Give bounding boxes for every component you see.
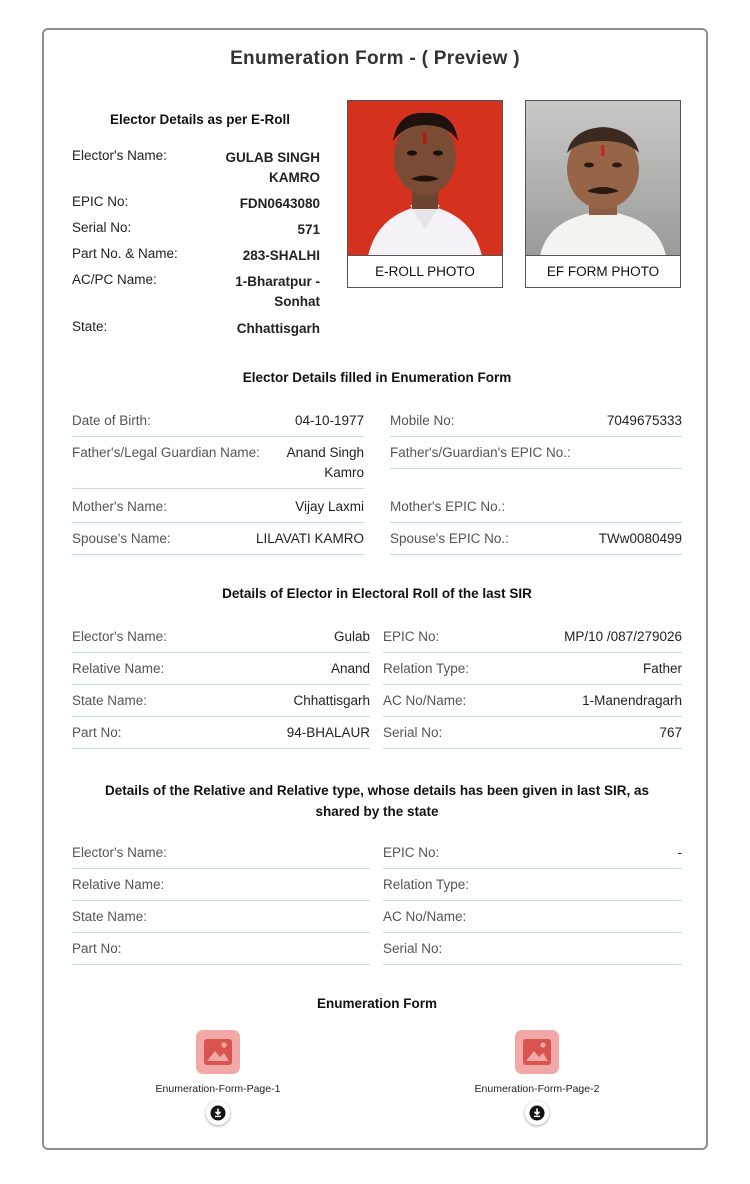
value: 767 [659,725,682,740]
label: EPIC No: [72,194,129,209]
relative-heading: Details of the Relative and Relative type, whose details has been given in last SIR, as shared by the state [105,783,649,819]
spouse-name-row [72,529,364,555]
label: Mother's EPIC No.: [390,499,506,514]
rel-ac-no-row [383,907,682,933]
label: AC No/Name: [383,909,467,924]
eroll-photo [347,100,503,288]
dob-row [72,411,364,437]
image-file-icon[interactable] [196,1030,240,1074]
label: Spouse's EPIC No.: [390,531,509,546]
label: State: [72,319,108,334]
attachment-name: Enumeration-Form-Page-2 [474,1083,600,1095]
label: Relative Name: [72,661,165,676]
ef-form-photo [525,100,681,288]
eroll-state-row [72,319,320,339]
label: Serial No: [72,220,132,235]
eroll-photo-caption: E-ROLL PHOTO [348,255,502,287]
enumeration-form-card [42,28,708,1150]
eroll-acpc-row [72,272,320,312]
label: Part No: [72,941,122,956]
label: AC No/Name: [383,693,467,708]
label: Part No: [72,725,122,740]
rel-elector-name-row [72,843,370,869]
download-icon [525,1101,549,1125]
label: Father's/Guardian's EPIC No.: [390,445,571,460]
value: 283-SHALHI [242,248,320,263]
value: 1-Bharatpur - Sonhat [235,274,320,309]
value: Anand Singh Kamro [286,445,364,480]
label: State Name: [72,909,148,924]
sir-relation-type-row [383,659,682,685]
download-button[interactable] [206,1101,230,1125]
value: Chhattisgarh [293,693,370,708]
label: Serial No: [383,725,443,740]
rel-relation-type-row [383,875,682,901]
download-button[interactable] [525,1101,549,1125]
value: Father [642,661,682,676]
value: MP/10 /087/279026 [564,629,682,644]
value: Anand [330,661,370,676]
value: FDN0643080 [239,196,320,211]
label: Part No. & Name: [72,246,178,261]
value: TWw0080499 [598,531,682,546]
ef-form-photo-image [526,101,680,256]
eroll-part-row [72,246,320,266]
label: Spouse's Name: [72,531,171,546]
eroll-photo-image [348,101,502,256]
spouse-epic-row [390,529,682,555]
value: Vijay Laxmi [295,499,364,514]
label: Date of Birth: [72,413,151,428]
image-file-icon[interactable] [515,1030,559,1074]
label: EPIC No: [383,629,440,644]
label: Elector's Name: [72,629,167,644]
label: Mother's Name: [72,499,167,514]
father-name-row [72,443,364,489]
mother-name-row [72,497,364,523]
rel-serial-no-row [383,939,682,965]
sir-elector-name-row [72,627,370,653]
value: 571 [297,222,320,237]
sir-ac-no-row [383,691,682,717]
value: Chhattisgarh [236,321,320,336]
value: 04-10-1977 [294,413,364,428]
value: Gulab [333,629,370,644]
page-title: Enumeration Form - ( Preview ) [230,48,520,69]
rel-state-name-row [72,907,370,933]
label: State Name: [72,693,148,708]
value: - [677,845,682,860]
label: AC/PC Name: [72,272,157,287]
label: Elector's Name: [72,148,167,163]
label: Serial No: [383,941,443,956]
attachment-name: Enumeration-Form-Page-1 [155,1083,281,1095]
sir-serial-no-row [383,723,682,749]
father-epic-row [390,443,682,469]
rel-part-no-row [72,939,370,965]
label: Father's/Legal Guardian Name: [72,445,260,460]
eroll-elector-name-row [72,148,320,188]
value: GULAB SINGH KAMRO [225,150,320,185]
attachment-page-1[interactable] [128,1030,308,1125]
label: Relation Type: [383,877,470,892]
last-sir-heading: Details of Elector in Electoral Roll of the last SIR [222,586,532,601]
attachments-heading: Enumeration Form [316,996,437,1011]
value: LILAVATI KAMRO [255,531,364,546]
eroll-serial-row [72,220,320,240]
label: Elector's Name: [72,845,167,860]
label: Relation Type: [383,661,470,676]
label: EPIC No: [383,845,440,860]
rel-relative-name-row [72,875,370,901]
label: Mobile No: [390,413,455,428]
download-icon [206,1101,230,1125]
eroll-epic-row [72,194,320,214]
label: Relative Name: [72,877,165,892]
value: 94-BHALAUR [286,725,370,740]
ef-photo-caption: EF FORM PHOTO [526,255,680,287]
sir-epic-row [383,627,682,653]
value: 1-Manendragarh [582,693,682,708]
sir-state-name-row [72,691,370,717]
value: 7049675333 [606,413,682,428]
eroll-heading: Elector Details as per E-Roll [109,112,291,127]
sir-part-no-row [72,723,370,749]
filled-heading: Elector Details filled in Enumeration Form [242,370,512,385]
sir-relative-name-row [72,659,370,685]
attachment-page-2[interactable] [447,1030,627,1125]
mother-epic-row [390,497,682,523]
rel-epic-row [383,843,682,869]
mobile-row [390,411,682,437]
